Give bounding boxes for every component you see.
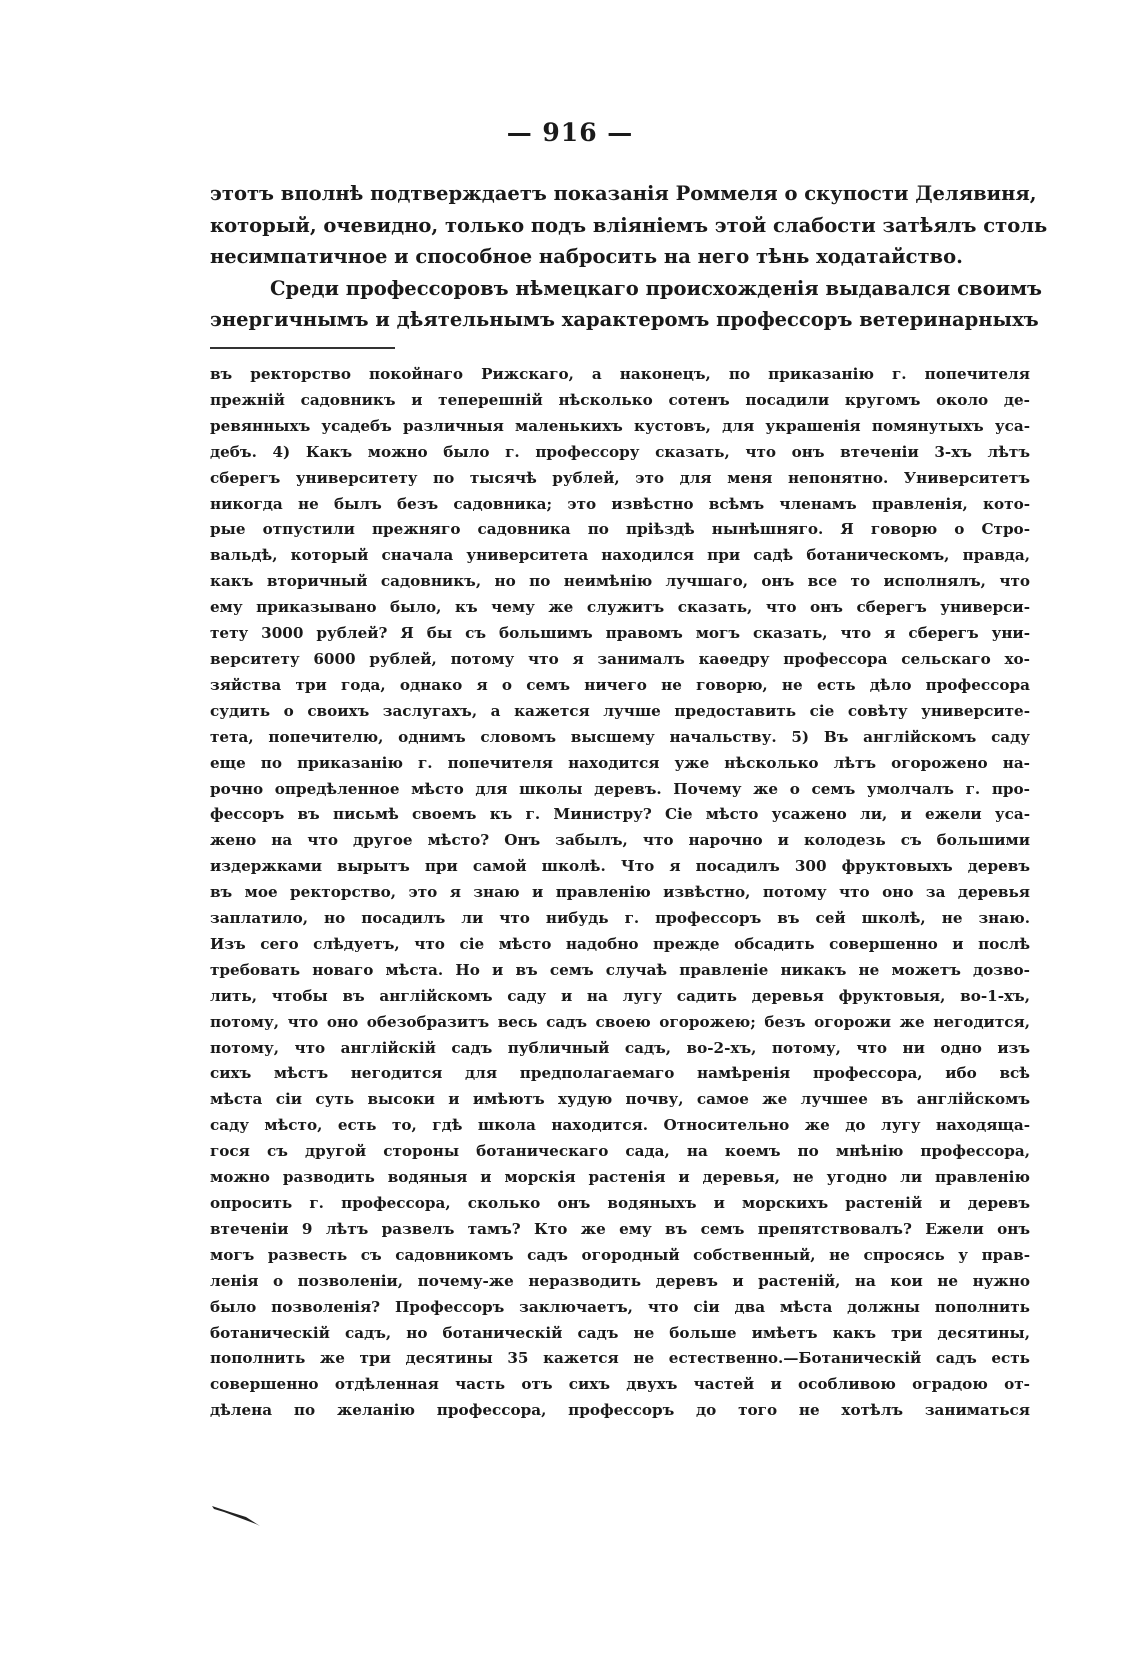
footnote-line: вальдѣ, который сначала университета находился при садѣ ботаническомъ, правда, <box>210 546 1030 565</box>
footnote-line: можно разводить водяныя и морскія растенія и деревья, не угодно ли правленію <box>210 1168 1030 1187</box>
footnote-line: никогда не былъ безъ садовника; это извѣстно всѣмъ членамъ правленія, кото- <box>210 494 1030 513</box>
footnote-line: жено на что другое мѣсто? Онъ забылъ, что нарочно и колодезь съ большими <box>210 831 1030 850</box>
footnote-line: тета, попечителю, однимъ словомъ высшему начальству. 5) Въ англійскомъ саду <box>210 727 1030 746</box>
footnote-line: совершенно отдѣленная часть отъ сихъ двухъ частей и особливою оградою от- <box>210 1375 1030 1394</box>
footnote-line: издержками вырытъ при самой школѣ. Что я посадилъ 300 фруктовыхъ деревъ <box>210 857 1030 876</box>
footnote-line: прежній садовникъ и теперешній нѣсколько сотенъ посадили кругомъ около де- <box>210 390 1030 409</box>
footnote-line: Изъ сего слѣдуетъ, что сіе мѣсто надобно прежде обсадить совершенно и послѣ <box>210 934 1030 953</box>
footnote-line: потому, что оно обезобразитъ весь садъ своею огорожею; безъ огорожи же негодится, <box>210 1012 1030 1031</box>
text-line: который, очевидно, только подъ вліяніемъ этой слабости затѣялъ столь <box>210 213 1048 237</box>
footnote-line: гося съ другой стороны ботаническаго сада, на коемъ по мнѣнію профессора, <box>210 1142 1030 1161</box>
footnote-line: судить о своихъ заслугахъ, а кажется лучше предоставить сіе совѣту университе- <box>210 701 1030 720</box>
footnote-line: сихъ мѣстъ негодится для предполагаемаго намѣренія профессора, ибо всѣ <box>210 1064 1030 1083</box>
footnote-line: опросить г. профессора, сколько онъ водяныхъ и морскихъ растеній и деревъ <box>210 1194 1030 1212</box>
main-text <box>210 178 1048 336</box>
footnote-line: втеченіи 9 лѣтъ развелъ тамъ? Кто же ему въ семъ препятствовалъ? Ежели онъ <box>210 1219 1030 1238</box>
footnote-line: лить, чтобы въ англійскомъ саду и на лугу садить деревья фруктовыя, во-1-хъ, <box>210 986 1030 1005</box>
footnote-line: потому, что англійскій садъ публичный садъ, во-2-хъ, потому, что ни одно изъ <box>210 1038 1030 1057</box>
footnote-line: въ ректорство покойнаго Рижскаго, а наконецъ, по приказанію г. попечителя <box>210 365 1030 383</box>
footnote-line: рые отпустили прежняго садовника по пріѣздѣ нынѣшняго. Я говорю о Стро- <box>210 520 1030 539</box>
footnote-line: зяйства три года, однако я о семъ ничего не говорю, не есть дѣло профессора <box>210 675 1030 694</box>
footnote-line: заплатило, но посадилъ ли что нибудь г. профессоръ въ сей школѣ, не знаю. <box>210 909 1030 928</box>
footnote-line: ботаническій садъ, но ботаническій садъ не больше имѣетъ какъ три десятины, <box>210 1323 1030 1342</box>
footnote-line: какъ вторичный садовникъ, но по неимѣнію лучшаго, онъ все то исполнялъ, что <box>210 572 1030 591</box>
footnote-rule <box>210 347 395 349</box>
footnote <box>210 362 1030 1424</box>
footnote-line: тету 3000 рублей? Я бы съ большимъ правомъ могъ сказать, что я сберегъ уни- <box>210 624 1030 643</box>
footnote-line: ленія о позволеніи, почему-же неразводить деревъ и растеній, на кои не нужно <box>210 1271 1030 1290</box>
footnote-line: въ мое ректорство, это я знаю и правленію извѣстно, потому что оно за деревья <box>210 883 1030 902</box>
text-line: этотъ вполнѣ подтверждаетъ показанія Роммеля о скупости Делявиня, <box>210 182 1037 205</box>
text-line: энергичнымъ и дѣятельнымъ характеромъ профессоръ ветеринарныхъ <box>210 308 1039 331</box>
footnote-line: ему приказывано было, къ чему же служитъ сказать, что онъ сберегъ универси- <box>210 598 1030 617</box>
footnote-line: могъ развесть съ садовникомъ садъ огородный собственный, не спросясь у прав- <box>210 1245 1030 1264</box>
footnote-line: было позволенія? Профессоръ заключаетъ, что сіи два мѣста должны пополнить <box>210 1297 1030 1316</box>
footnote-line: еще по приказанію г. попечителя находится уже нѣсколько лѣтъ огорожено на- <box>210 753 1030 772</box>
text-line: несимпатичное и способное набросить на него тѣнь ходатайство. <box>210 245 963 268</box>
footnote-line: сберегъ университету по тысячѣ рублей, это для меня непонятно. Университетъ <box>210 468 1030 487</box>
footnote-line: мѣста сіи суть высоки и имѣютъ худую почву, самое же лучшее въ англійскомъ <box>210 1090 1030 1109</box>
footnote-line: ревянныхъ усадебъ различныя маленькихъ кустовъ, для украшенія помянутыхъ уса- <box>210 416 1030 435</box>
footnote-line: дѣлена по желанію профессора, профессоръ до того не хотѣлъ заниматься <box>210 1401 1030 1420</box>
footnote-line: верситету 6000 рублей, потому что я занималъ каѳедру профессора сельскаго хо- <box>210 649 1030 668</box>
footnote-line: рочно опредѣленное мѣсто для школы деревъ. Почему же о семъ умолчалъ г. про- <box>210 779 1030 798</box>
stray-ink-mark <box>210 1500 270 1530</box>
page-number: — 916 — <box>506 118 634 147</box>
footnote-line: пополнить же три десятины 35 кажется не естественно.—Ботаническій садъ есть <box>210 1349 1030 1368</box>
footnote-line: дебъ. 4) Какъ можно было г. профессору сказать, что онъ втеченіи 3-хъ лѣтъ <box>210 442 1030 461</box>
text-line: Среди профессоровъ нѣмецкаго происхожденія выдавался своимъ <box>270 276 1042 300</box>
footnote-line: саду мѣсто, есть то, гдѣ школа находится. Относительно же до лугу находяща- <box>210 1116 1030 1135</box>
footnote-line: требовать новаго мѣста. Но и въ семъ случаѣ правленіе никакъ не можетъ дозво- <box>210 960 1030 979</box>
footnote-line: фессоръ въ письмѣ своемъ къ г. Министру? Сіе мѣсто усажено ли, и ежели уса- <box>210 805 1030 824</box>
